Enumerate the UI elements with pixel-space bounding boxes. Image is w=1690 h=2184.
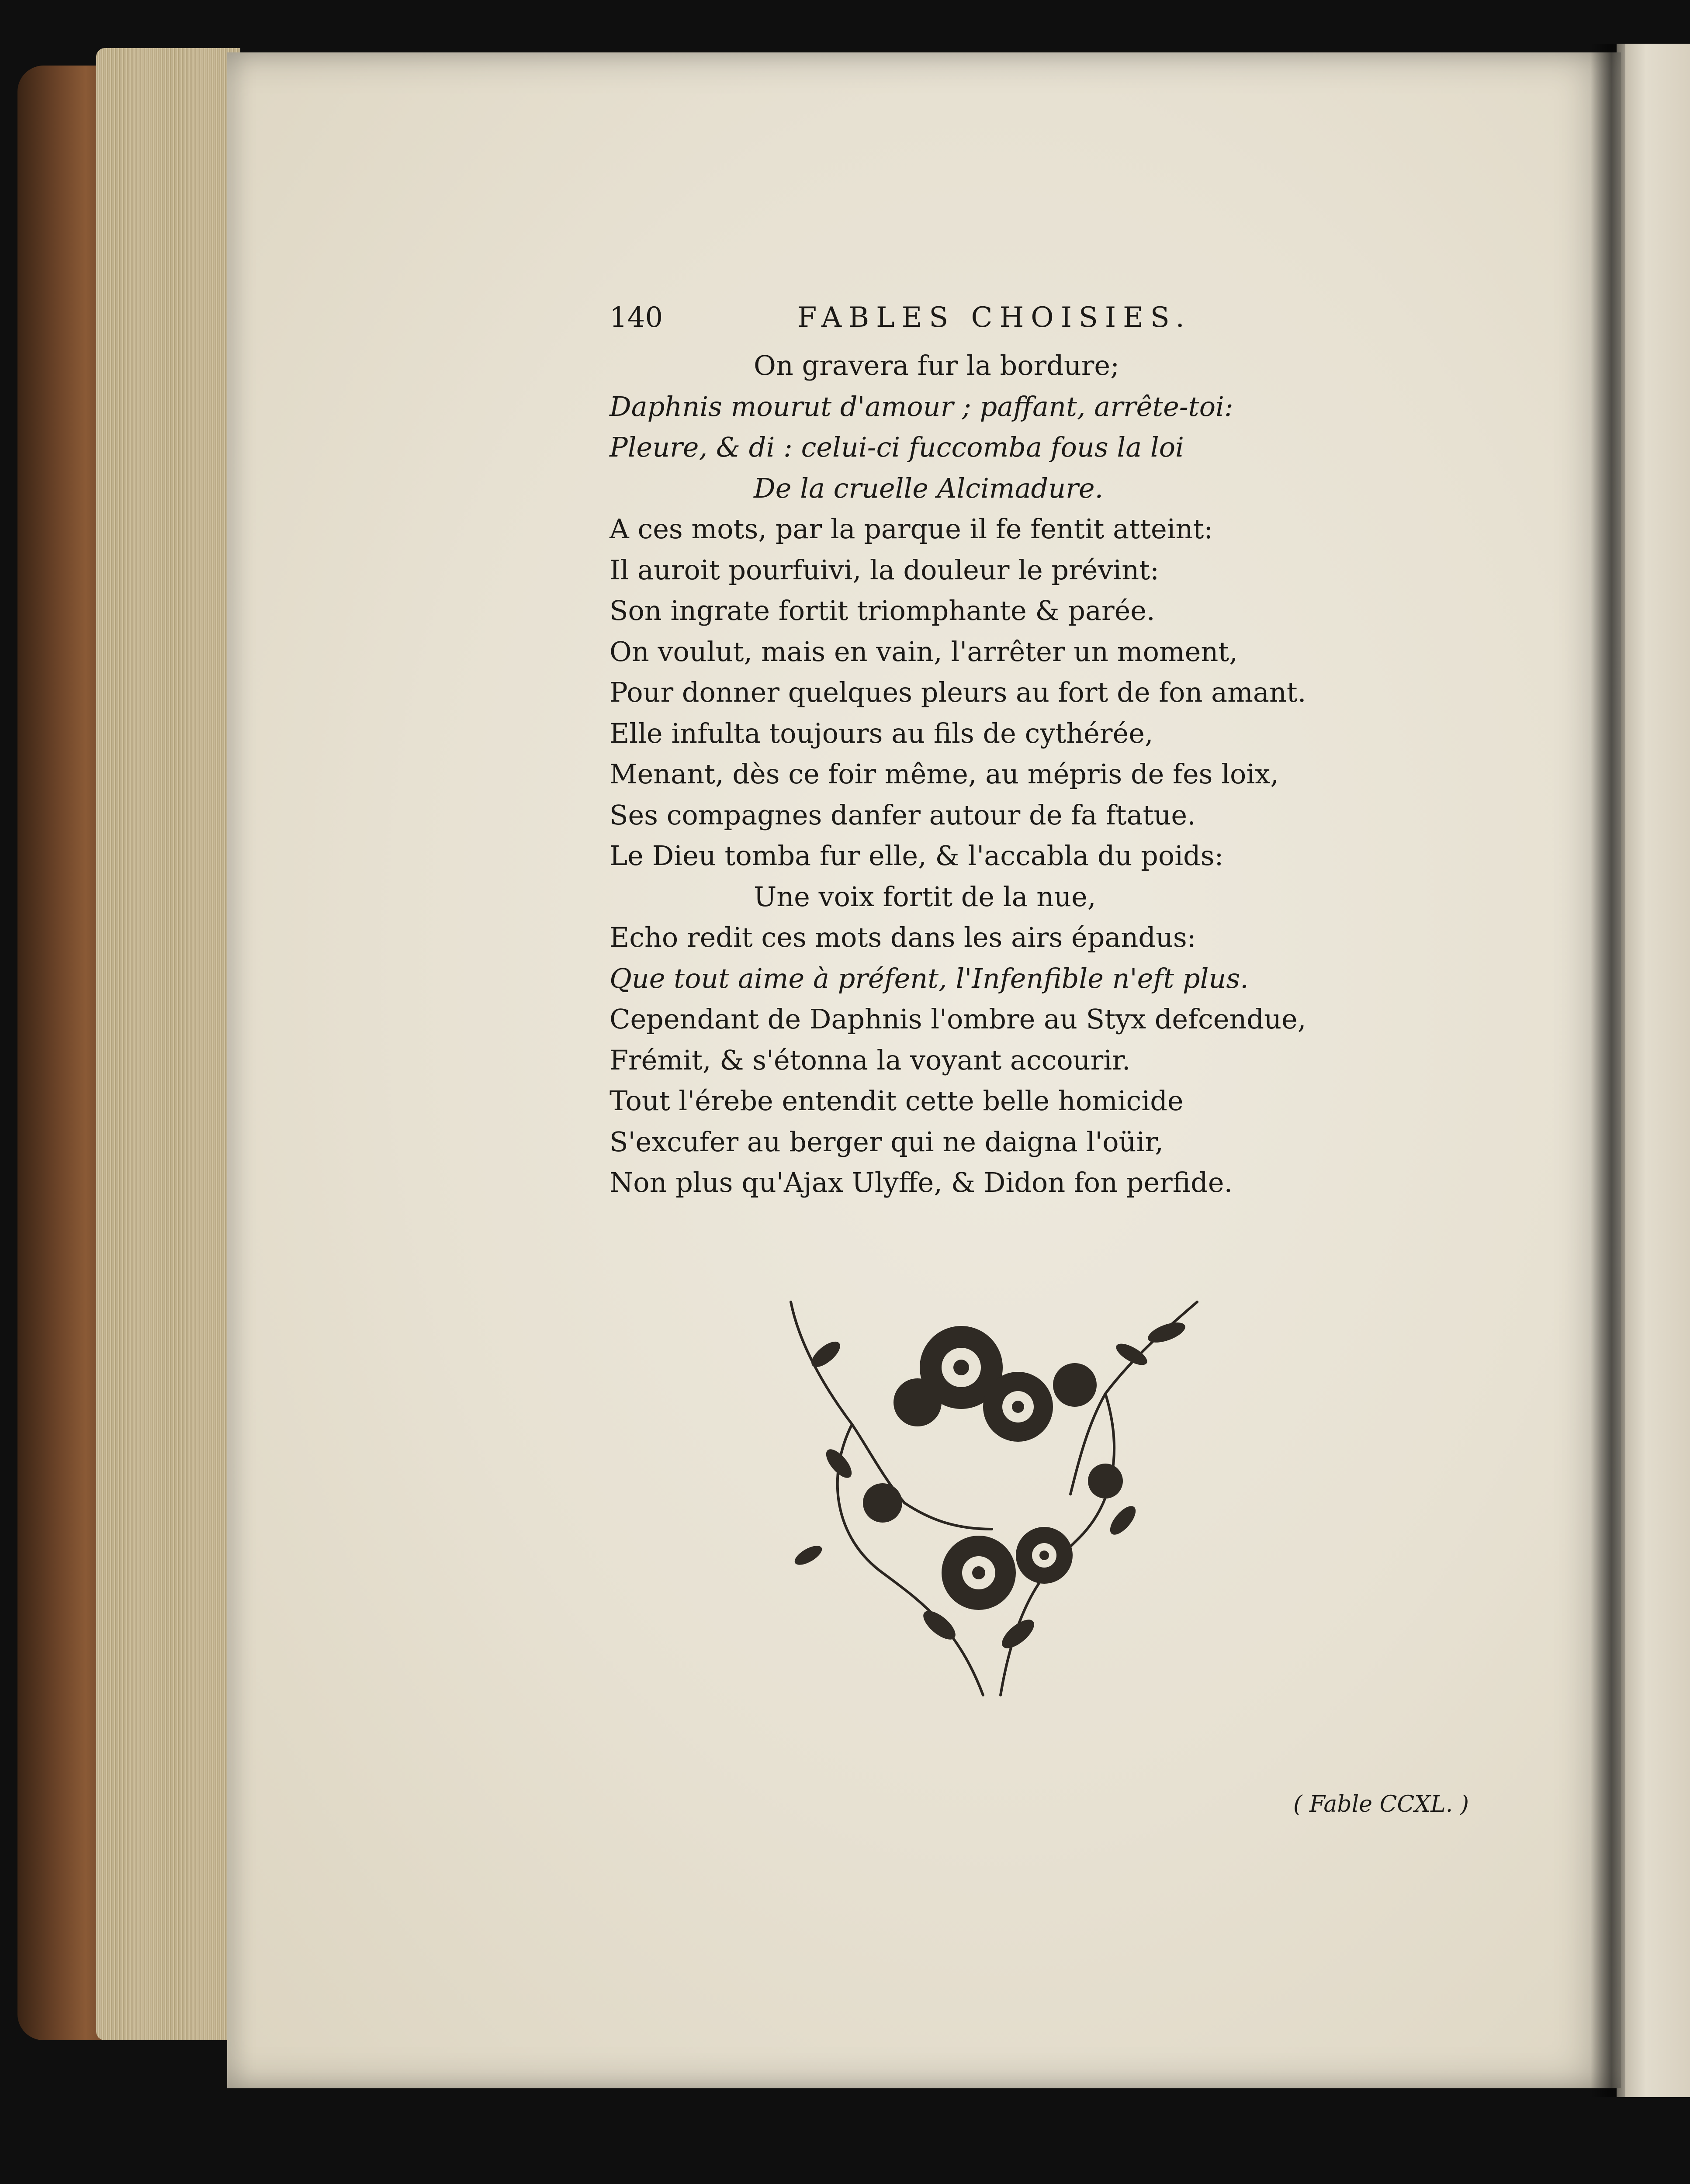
page-header — [610, 301, 1265, 350]
verse-line: Menant, dès ce foir même, au mépris de fes loix, — [610, 758, 1279, 790]
running-title: FABLES CHOISIES. — [797, 301, 1191, 334]
verse-line: Ses compagnes danfer autour de fa ftatue. — [610, 799, 1196, 831]
verse-line: Son ingrate fortit triomphante & parée. — [610, 595, 1155, 626]
verse-line: De la cruelle Alcimadure. — [754, 472, 1104, 504]
verse-line: Daphnis mourut d'amour ; paffant, arrête-toi: — [610, 390, 1233, 422]
verse-line: Le Dieu tomba fur elle, & l'accabla du poids: — [610, 840, 1224, 872]
floral-wreath-icon — [773, 1293, 1215, 1708]
gutter-shadow — [1590, 44, 1625, 2097]
page-edges — [96, 48, 240, 2040]
verse-line: S'excufer au berger qui ne daigna l'oüir, — [610, 1125, 1164, 1158]
verse-line: Que tout aime à préfent, l'Infenfible n'eft plus. — [610, 962, 1249, 994]
verse-line: Cependant de Daphnis l'ombre au Styx defcendue, — [610, 1003, 1306, 1035]
verse-line: On voulut, mais en vain, l'arrêter un moment, — [610, 635, 1238, 668]
verse-line: Frémit, & s'étonna la voyant accourir. — [610, 1044, 1131, 1076]
verse-line: Pleure, & di : celui-ci fuccomba fous la loi — [610, 431, 1184, 463]
facing-page — [1617, 44, 1690, 2097]
verse-line: Echo redit ces mots dans les airs épandus: — [610, 921, 1196, 953]
verse-line: Non plus qu'Ajax Ulyffe, & Didon fon perfide. — [610, 1166, 1233, 1198]
verse-line: On gravera fur la bordure; — [754, 350, 1119, 381]
fable-reference: ( Fable CCXL. ) — [1293, 1791, 1469, 1817]
verse-line: Il auroit pourfuivi, la douleur le prévint: — [610, 554, 1159, 586]
verse-block — [610, 345, 1352, 1203]
page-number: 140 — [610, 301, 663, 334]
verse-line: Tout l'érebe entendit cette belle homicide — [610, 1085, 1184, 1117]
verse-line: Elle infulta toujours au fils de cythérée, — [610, 717, 1153, 749]
verse-line: Pour donner quelques pleurs au fort de fon amant. — [610, 676, 1306, 708]
verse-line: A ces mots, par la parque il fe fentit atteint: — [610, 513, 1213, 545]
verse-line: Une voix fortit de la nue, — [754, 880, 1096, 913]
